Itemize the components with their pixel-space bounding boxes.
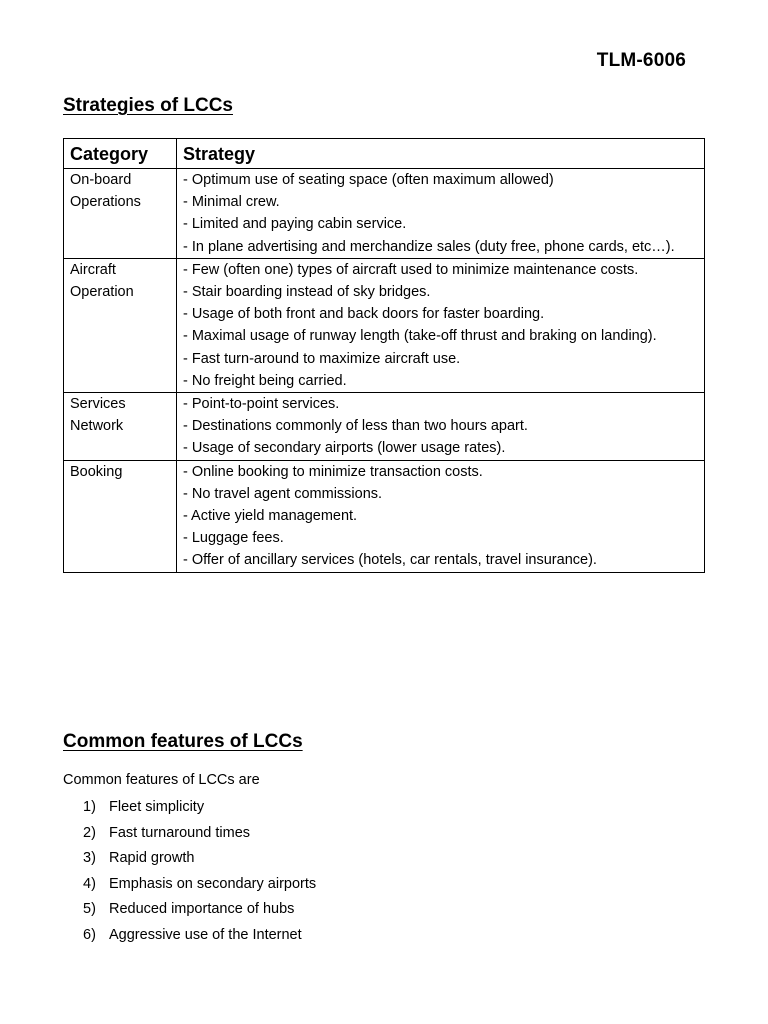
table-row	[64, 460, 705, 572]
list-item-text: Rapid growth	[109, 850, 195, 866]
list-item-number: 1)	[83, 799, 96, 815]
category-label: Operations	[70, 194, 141, 211]
table-header-row	[64, 139, 705, 169]
list-item-number: 6)	[83, 926, 96, 943]
list-item	[83, 846, 316, 872]
column-header-strategy: Strategy	[177, 139, 705, 169]
strategy-item: - Few (often one) types of aircraft used to minimize maintenance costs.	[183, 261, 639, 278]
category-cell	[64, 393, 177, 461]
list-item-number: 2)	[83, 824, 96, 841]
list-item	[83, 872, 316, 898]
category-label: On-board	[70, 172, 132, 188]
list-item	[83, 821, 316, 847]
features-intro: Common features of LCCs are	[63, 772, 260, 788]
category-label: Operation	[70, 284, 134, 301]
strategy-cell	[177, 169, 705, 259]
table-body	[64, 169, 705, 573]
section-heading-strategies: Strategies of LCCs	[63, 95, 233, 116]
list-item-text: Fleet simplicity	[109, 799, 205, 815]
strategy-cell	[177, 460, 705, 572]
features-list	[83, 795, 316, 948]
list-item-number: 3)	[83, 850, 96, 866]
strategy-item: - Limited and paying cabin service.	[183, 216, 407, 233]
strategy-item: - Active yield management.	[183, 508, 358, 525]
list-item	[83, 923, 316, 949]
strategy-item: - Offer of ancillary services (hotels, car rentals, travel insurance).	[183, 552, 597, 569]
strategy-item: - In plane advertising and merchandize sales (duty free, phone cards, etc…).	[183, 238, 675, 255]
strategy-item: - Maximal usage of runway length (take-off thrust and braking on landing).	[183, 328, 657, 345]
strategy-item: - Optimum use of seating space (often maximum allowed)	[183, 172, 554, 188]
strategy-item: - Stair boarding instead of sky bridges.	[183, 284, 431, 301]
list-item-text: Emphasis on secondary airports	[109, 875, 317, 892]
list-item-text: Reduced importance of hubs	[109, 901, 295, 917]
category-cell	[64, 169, 177, 259]
category-label: Aircraft	[70, 261, 116, 278]
section-heading-features: Common features of LCCs	[63, 731, 303, 752]
table-row	[64, 258, 705, 392]
strategy-item: - No travel agent commissions.	[183, 485, 383, 502]
list-item-number: 5)	[83, 901, 96, 917]
list-item	[83, 795, 316, 821]
category-label: Services	[70, 396, 126, 413]
strategy-cell	[177, 258, 705, 392]
document-code: TLM-6006	[596, 50, 686, 71]
list-item-number: 4)	[83, 875, 96, 892]
strategy-item: - Luggage fees.	[183, 530, 284, 547]
strategy-item: - Fast turn-around to maximize aircraft use.	[183, 350, 461, 367]
strategy-item: - Destinations commonly of less than two hours apart.	[183, 418, 528, 435]
list-item	[83, 897, 316, 923]
strategy-cell	[177, 393, 705, 461]
table-row	[64, 169, 705, 259]
strategies-table	[63, 138, 705, 573]
strategy-item: - Online booking to minimize transaction costs.	[183, 463, 483, 480]
category-cell	[64, 460, 177, 572]
strategy-item: - Usage of secondary airports (lower usage rates).	[183, 440, 506, 457]
category-label: Network	[70, 418, 124, 435]
strategy-item: - No freight being carried.	[183, 372, 347, 389]
strategy-item: - Usage of both front and back doors for faster boarding.	[183, 306, 545, 323]
table-row	[64, 393, 705, 461]
list-item-text: Aggressive use of the Internet	[109, 926, 302, 943]
list-item-text: Fast turnaround times	[109, 824, 251, 841]
category-cell	[64, 258, 177, 392]
category-label: Booking	[70, 463, 123, 480]
strategy-item: - Point-to-point services.	[183, 396, 340, 413]
strategy-item: - Minimal crew.	[183, 194, 280, 211]
column-header-category: Category	[64, 139, 177, 169]
